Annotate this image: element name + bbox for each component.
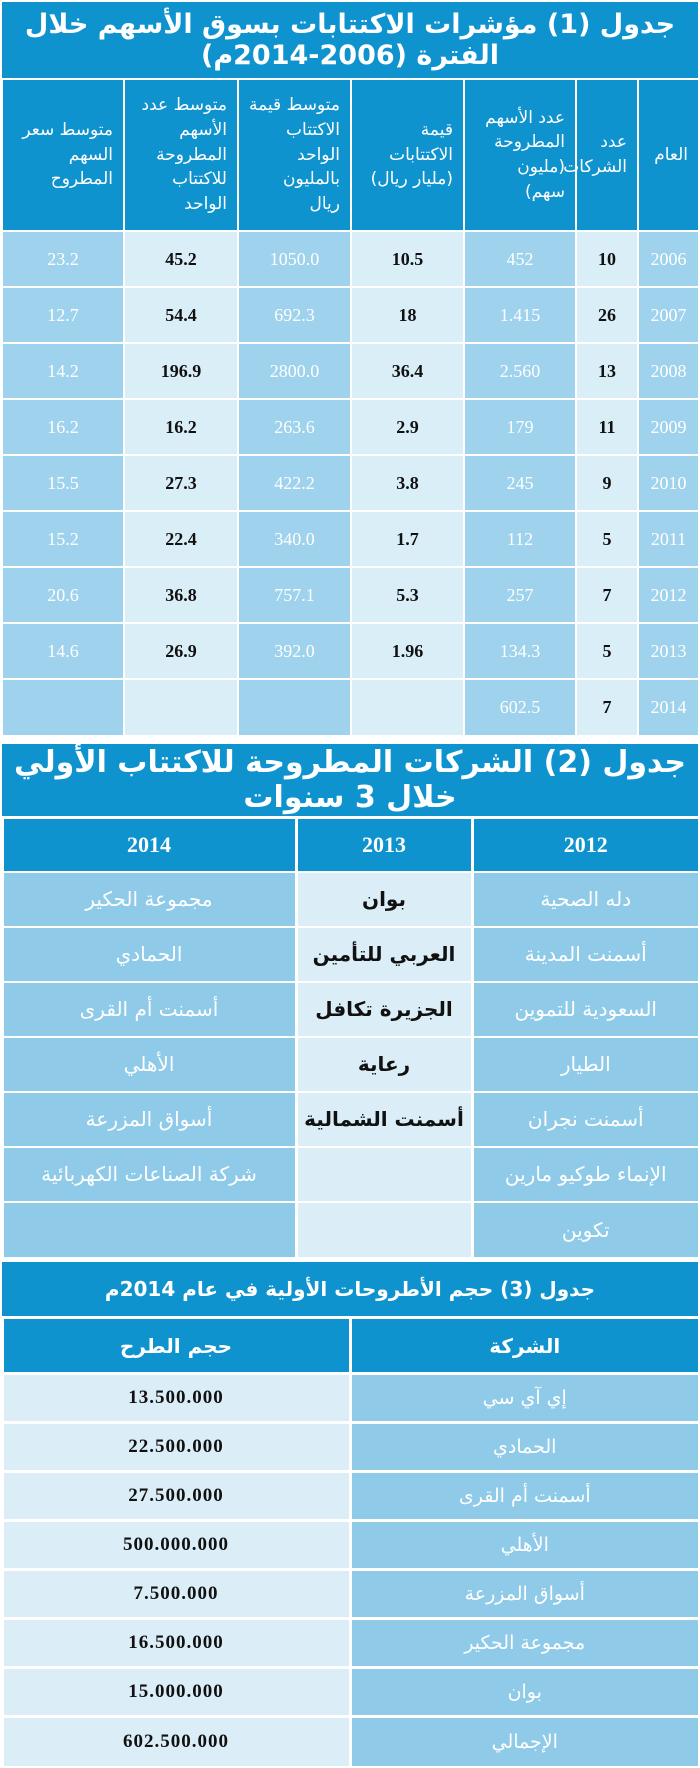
- table1-cell: 2008: [638, 343, 698, 399]
- table3-company-cell: بوان: [350, 1668, 698, 1717]
- table2-row: [2, 872, 698, 927]
- table2-header-row: [2, 818, 698, 872]
- table1-cell: 2006: [638, 231, 698, 287]
- table1-cell: 5.3: [351, 567, 464, 623]
- table3-size-cell: 7.500.000: [2, 1570, 350, 1619]
- table1-cell: 1.96: [351, 623, 464, 679]
- table1-cell: 263.6: [238, 399, 351, 455]
- table1-cell: 2009: [638, 399, 698, 455]
- table2-cell: الطيار: [472, 1037, 698, 1092]
- table3-row: [2, 1472, 698, 1521]
- table2-row: [2, 1037, 698, 1092]
- table1-cell: 2013: [638, 623, 698, 679]
- table2-cell: بوان: [296, 872, 472, 927]
- table3-company-cell: أسواق المزرعة: [350, 1570, 698, 1619]
- table1-cell: 15.5: [2, 455, 124, 511]
- table1-cell: 36.8: [124, 567, 238, 623]
- table3-size-cell: 27.500.000: [2, 1472, 350, 1521]
- table1-cell: 14.2: [2, 343, 124, 399]
- table1-row: [2, 343, 698, 399]
- table1-cell: [238, 679, 351, 735]
- table1-cell: 14.6: [2, 623, 124, 679]
- table3-header-cell: الشركة: [350, 1318, 698, 1374]
- table2-cell: أسمنت أم القرى: [2, 982, 296, 1037]
- table1-cell: 134.3: [464, 623, 576, 679]
- table3-title: جدول (3) حجم الأطروحات الأولية في عام 2014م: [2, 1262, 698, 1316]
- table2-cell: [2, 1202, 296, 1257]
- table1-cell: 340.0: [238, 511, 351, 567]
- table1-header-cell: العام: [638, 79, 698, 231]
- table2-row: [2, 927, 698, 982]
- table-ipo-indicators: [2, 2, 698, 735]
- table1-cell: 3.8: [351, 455, 464, 511]
- table2-row: [2, 1092, 698, 1147]
- table1-cell: 257: [464, 567, 576, 623]
- table3-size-cell: 22.500.000: [2, 1423, 350, 1472]
- table1-cell: 5: [576, 623, 638, 679]
- table1-cell: 2800.0: [238, 343, 351, 399]
- table3-company-cell: إي آي سي: [350, 1374, 698, 1423]
- table1-cell: 392.0: [238, 623, 351, 679]
- table1-cell: 9: [576, 455, 638, 511]
- table2-row: [2, 1147, 698, 1202]
- table2-cell: مجموعة الحكير: [2, 872, 296, 927]
- table1-cell: 452: [464, 231, 576, 287]
- table3-size-cell: 500.000.000: [2, 1521, 350, 1570]
- table1-cell: 179: [464, 399, 576, 455]
- table1-cell: 20.6: [2, 567, 124, 623]
- table1-cell: 2012: [638, 567, 698, 623]
- table1-row: [2, 623, 698, 679]
- table1-row: [2, 455, 698, 511]
- table1-header-cell: متوسط قيمة الاكتتاب الواحد بالمليون ريال: [238, 79, 351, 231]
- table1-cell: 2.9: [351, 399, 464, 455]
- table1-cell: 36.4: [351, 343, 464, 399]
- table3-size-cell: 15.000.000: [2, 1668, 350, 1717]
- table1-row: [2, 287, 698, 343]
- table3-row: [2, 1570, 698, 1619]
- table1-cell: 5: [576, 511, 638, 567]
- table1-header-cell: عدد الشركات: [576, 79, 638, 231]
- table1-cell: [2, 679, 124, 735]
- table2-cell: أسمنت نجران: [472, 1092, 698, 1147]
- table1-header-cell: قيمة الاكتتابات (مليار ريال): [351, 79, 464, 231]
- table1-cell: 10.5: [351, 231, 464, 287]
- table1-row: [2, 511, 698, 567]
- table2-header-cell: 2013: [296, 818, 472, 872]
- table2-cell: العربي للتأمين: [296, 927, 472, 982]
- table1-cell: 26: [576, 287, 638, 343]
- table2-title: جدول (2) الشركات المطروحة للاكتتاب الأولي خلال 3 سنوات: [2, 744, 698, 816]
- table1-cell: 54.4: [124, 287, 238, 343]
- table2-grid: [1, 816, 699, 1257]
- table1-cell: 757.1: [238, 567, 351, 623]
- table1-header-cell: متوسط سعر السهم المطروح: [2, 79, 124, 231]
- table2-cell: تكوين: [472, 1202, 698, 1257]
- table2-cell: السعودية للتموين: [472, 982, 698, 1037]
- table1-cell: 422.2: [238, 455, 351, 511]
- table1-cell: 112: [464, 511, 576, 567]
- table2-cell: [296, 1147, 472, 1202]
- table3-company-cell: الحمادي: [350, 1423, 698, 1472]
- table3-company-cell: أسمنت أم القرى: [350, 1472, 698, 1521]
- table1-cell: 12.7: [2, 287, 124, 343]
- table2-row: [2, 1202, 698, 1257]
- table1-cell: 18: [351, 287, 464, 343]
- table1-row: [2, 399, 698, 455]
- table1-cell: 23.2: [2, 231, 124, 287]
- table1-cell: 245: [464, 455, 576, 511]
- table1-cell: 2007: [638, 287, 698, 343]
- table2-cell: أسمنت المدينة: [472, 927, 698, 982]
- table3-row: [2, 1521, 698, 1570]
- table2-cell: [296, 1202, 472, 1257]
- table1-cell: 16.2: [124, 399, 238, 455]
- table1-cell: [351, 679, 464, 735]
- table1-row: [2, 679, 698, 735]
- table2-header-cell: 2012: [472, 818, 698, 872]
- table2-row: [2, 982, 698, 1037]
- table-ipo-companies: [2, 744, 698, 1257]
- table1-cell: 1.415: [464, 287, 576, 343]
- table3-row: [2, 1668, 698, 1717]
- table1-cell: 22.4: [124, 511, 238, 567]
- table3-row: [2, 1423, 698, 1472]
- table2-cell: أسمنت الشمالية: [296, 1092, 472, 1147]
- table2-cell: الحمادي: [2, 927, 296, 982]
- table1-cell: 2010: [638, 455, 698, 511]
- table1-cell: 45.2: [124, 231, 238, 287]
- table3-body: [2, 1374, 698, 1766]
- table1-header-row: [2, 79, 698, 231]
- table2-cell: أسواق المزرعة: [2, 1092, 296, 1147]
- table1-cell: [124, 679, 238, 735]
- table3-row: [2, 1717, 698, 1766]
- table2-cell: رعاية: [296, 1037, 472, 1092]
- table1-cell: 196.9: [124, 343, 238, 399]
- table1-cell: 13: [576, 343, 638, 399]
- table3-size-cell: 602.500.000: [2, 1717, 350, 1766]
- table3-company-cell: الأهلي: [350, 1521, 698, 1570]
- table3-header-row: [2, 1318, 698, 1374]
- table1-cell: 2.560: [464, 343, 576, 399]
- table1-row: [2, 231, 698, 287]
- table1-cell: 10: [576, 231, 638, 287]
- table3-size-cell: 13.500.000: [2, 1374, 350, 1423]
- table2-cell: الأهلي: [2, 1037, 296, 1092]
- table1-cell: 7: [576, 679, 638, 735]
- table1-cell: 11: [576, 399, 638, 455]
- table1-cell: 26.9: [124, 623, 238, 679]
- table1-title: جدول (1) مؤشرات الاكتتابات بسوق الأسهم خلال الفترة (2006-2014م): [2, 2, 698, 78]
- table1-cell: 16.2: [2, 399, 124, 455]
- table2-cell: الإنماء طوكيو مارين: [472, 1147, 698, 1202]
- table2-body: [2, 872, 698, 1257]
- table3-row: [2, 1619, 698, 1668]
- table1-cell: 602.5: [464, 679, 576, 735]
- table3-company-cell: مجموعة الحكير: [350, 1619, 698, 1668]
- table1-cell: 2011: [638, 511, 698, 567]
- table1-cell: 2014: [638, 679, 698, 735]
- table2-cell: الجزيرة تكافل: [296, 982, 472, 1037]
- table3-grid: [1, 1316, 699, 1766]
- table3-row: [2, 1374, 698, 1423]
- table1-body: [2, 231, 698, 735]
- table1-row: [2, 567, 698, 623]
- table1-cell: 1.7: [351, 511, 464, 567]
- table1-cell: 27.3: [124, 455, 238, 511]
- table1-header-cell: عدد الأسهم المطروحة (مليون سهم): [464, 79, 576, 231]
- table3-size-cell: 16.500.000: [2, 1619, 350, 1668]
- table3-header-cell: حجم الطرح: [2, 1318, 350, 1374]
- table1-cell: 7: [576, 567, 638, 623]
- table1-cell: 15.2: [2, 511, 124, 567]
- table1-cell: 1050.0: [238, 231, 351, 287]
- table1-grid: [1, 78, 698, 735]
- table2-header-cell: 2014: [2, 818, 296, 872]
- table-ipo-sizes: [2, 1262, 698, 1766]
- table3-company-cell: الإجمالي: [350, 1717, 698, 1766]
- table2-cell: دله الصحية: [472, 872, 698, 927]
- table2-cell: شركة الصناعات الكهربائية: [2, 1147, 296, 1202]
- table1-cell: 692.3: [238, 287, 351, 343]
- table1-header-cell: متوسط عدد الأسهم المطروحة للاكتتاب الواحد: [124, 79, 238, 231]
